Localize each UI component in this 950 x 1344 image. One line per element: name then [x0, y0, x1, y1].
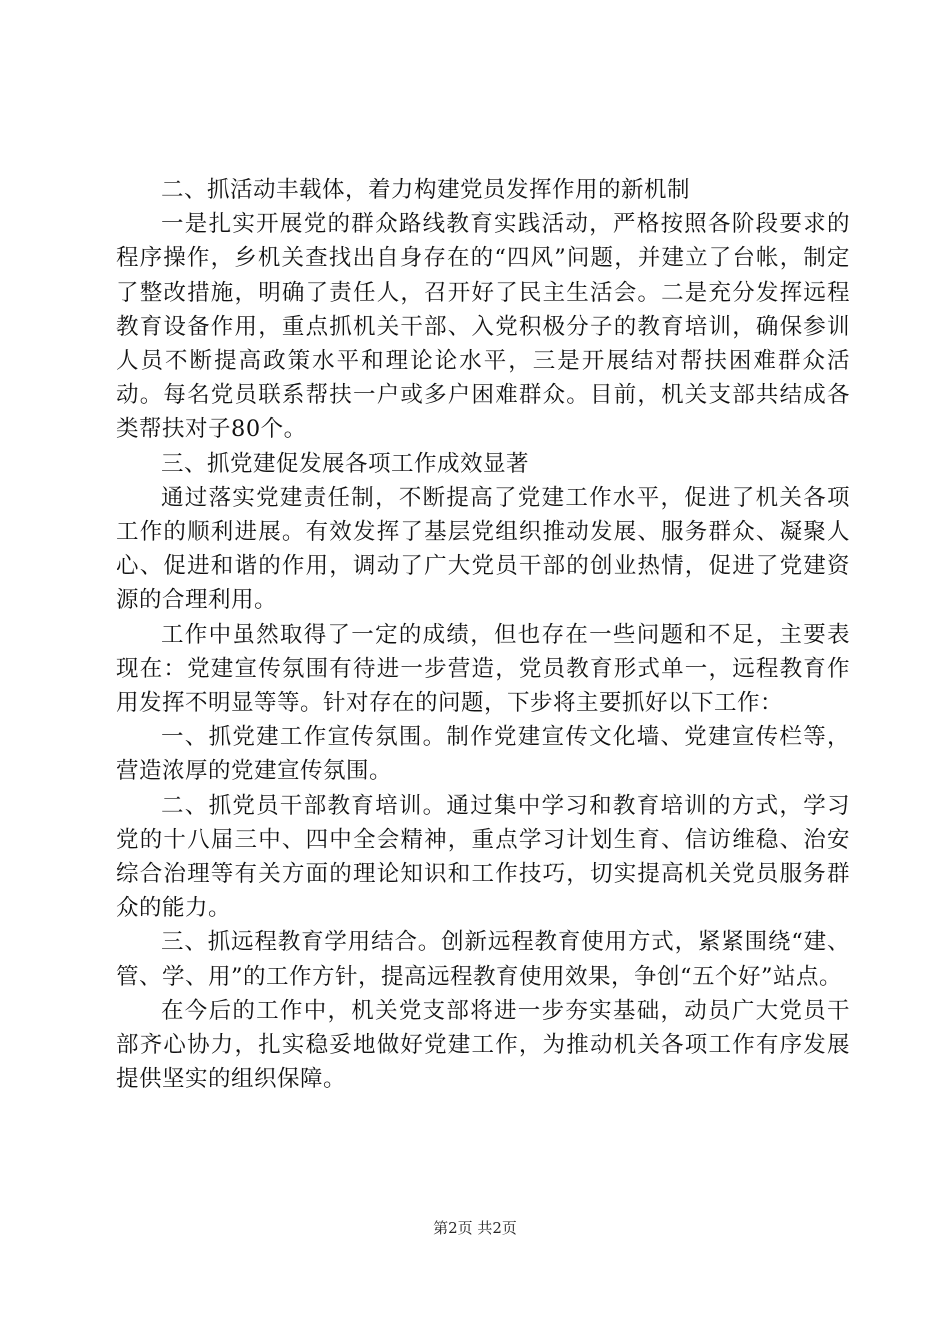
paragraph-conclusion: 在今后的工作中，机关党支部将进一步夯实基础，动员广大党员干部齐心协力，扎实稳妥地做好党建工作，为推动机关各项工作有序发展提供坚实的组织保障。 [116, 997, 850, 1093]
paragraph-task-publicity: 一、抓党建工作宣传氛围。制作党建宣传文化墙、党建宣传栏等，营造浓厚的党建宣传氛围。 [116, 724, 850, 785]
paragraph-task-training: 二、抓党员干部教育培训。通过集中学习和教育培训的方式，学习党的十八届三中、四中全会精神，重点学习计划生育、信访维稳、治安综合治理等有关方面的理论知识和工作技巧，切实提高机关党员服务群众的能力。 [116, 792, 850, 922]
paragraph-activities-detail: 一是扎实开展党的群众路线教育实践活动，严格按照各阶段要求的程序操作，乡机关查找出自身存在的“四风”问题，并建立了台帐，制定了整改措施，明确了责任人，召开好了民主生活会。二是充分发挥远程教育设备作用，重点抓机关干部、入党积极分子的教育培训，确保参训人员不断提高政策水平和理论论水平，三是开展结对帮扶困难群众活动。每名党员联系帮扶一户或多户困难群众。目前，机关支部共结成各类帮扶对子80个。 [116, 211, 850, 443]
section-heading-results: 三、抓党建促发展各项工作成效显著 [161, 450, 530, 477]
paragraph-problems: 工作中虽然取得了一定的成绩，但也存在一些问题和不足，主要表现在：党建宣传氛围有待进一步营造，党员教育形式单一，远程教育作用发挥不明显等等。针对存在的问题，下步将主要抓好以下工作： [116, 621, 850, 717]
document-body [116, 173, 850, 1096]
page-number-footer: 第2页 共2页 [433, 1219, 517, 1237]
paragraph-results-detail: 通过落实党建责任制，不断提高了党建工作水平，促进了机关各项工作的顺利进展。有效发挥了基层党组织推动发展、服务群众、凝聚人心、促进和谐的作用，调动了广大党员干部的创业热情，促进了党建资源的合理利用。 [116, 484, 850, 614]
section-heading-activities: 二、抓活动丰载体，着力构建党员发挥作用的新机制 [161, 177, 691, 203]
paragraph-task-remote-education: 三、抓远程教育学用结合。创新远程教育使用方式，紧紧围绕“建、管、学、用”的工作方针，提高远程教育使用效果，争创“五个好”站点。 [116, 929, 850, 990]
